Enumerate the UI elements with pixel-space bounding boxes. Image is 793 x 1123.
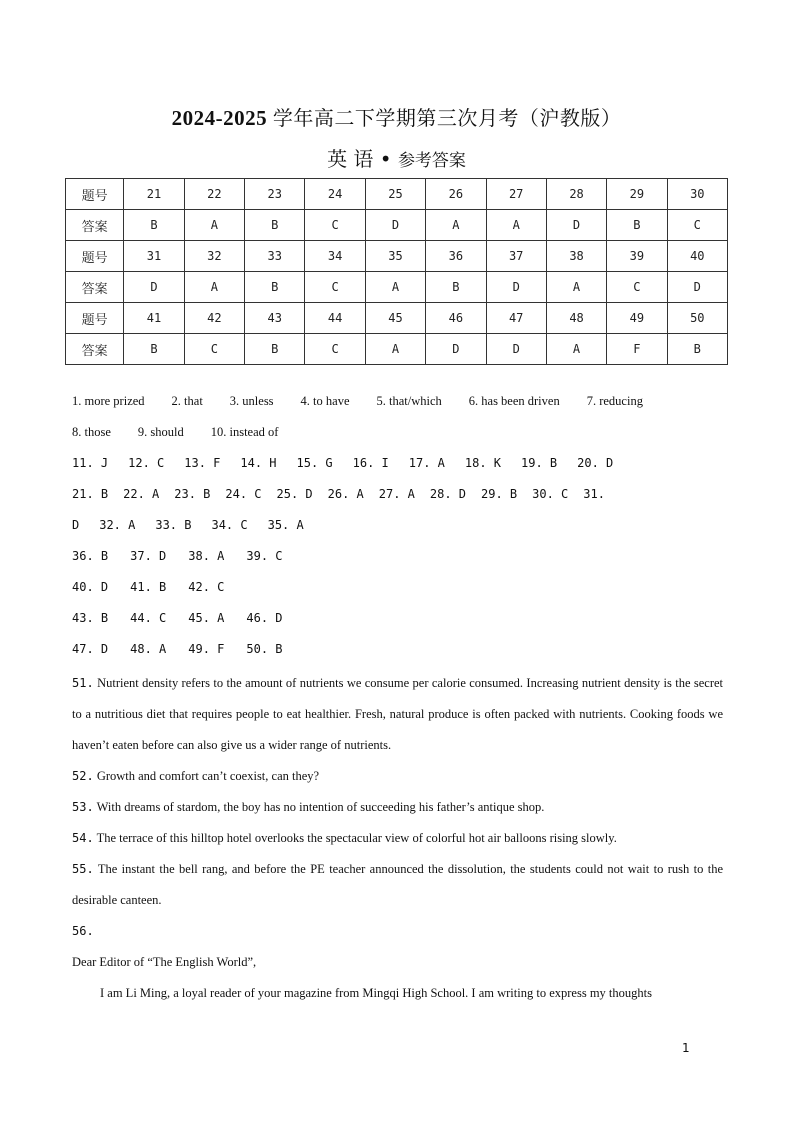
answer-item: 49. F — [188, 642, 225, 656]
table-row — [66, 179, 728, 210]
question-number: 51. — [72, 676, 94, 690]
answer-table — [65, 178, 728, 365]
question-number: 53. — [72, 800, 94, 814]
subject-label: 英 语 — [327, 147, 374, 171]
answer-item: 19. B — [521, 456, 558, 470]
table-cell: A — [546, 272, 606, 303]
answer-item: 13. F — [184, 456, 221, 470]
answer-item: 8. those — [72, 425, 111, 439]
answers-line-2 — [72, 487, 620, 501]
letter-body-text: I am Li Ming, a loyal reader of your magazine from Mingqi High School. I am writing to express my thoughts — [100, 986, 652, 1000]
answer-item: 42. C — [188, 580, 225, 594]
table-cell: 25 — [365, 179, 425, 210]
table-cell: A — [365, 272, 425, 303]
row-label: 题号 — [66, 179, 124, 210]
table-cell: 40 — [667, 241, 727, 272]
title-year: 2024-2025 — [171, 106, 268, 130]
table-row — [66, 210, 728, 241]
answer-item: 35. A — [267, 518, 304, 532]
answer-text: Growth and comfort can’t coexist, can they? — [96, 769, 320, 783]
table-cell: C — [607, 272, 667, 303]
table-cell: 36 — [426, 241, 486, 272]
answers-line-7 — [72, 642, 305, 656]
table-cell: 29 — [607, 179, 667, 210]
table-cell: B — [245, 210, 305, 241]
table-row — [66, 241, 728, 272]
answer-item: 50. B — [246, 642, 283, 656]
answer-item: 46. D — [246, 611, 283, 625]
answers-line-1 — [72, 456, 633, 470]
answer-item: 41. B — [130, 580, 167, 594]
answer-item: 47. D — [72, 642, 109, 656]
row-label: 答案 — [66, 272, 124, 303]
table-cell: B — [607, 210, 667, 241]
table-cell: B — [245, 334, 305, 365]
table-cell: B — [124, 210, 184, 241]
answer-item: 21. B — [72, 487, 109, 501]
table-cell: 30 — [667, 179, 727, 210]
table-cell: 46 — [426, 303, 486, 334]
table-cell: B — [124, 334, 184, 365]
table-cell: C — [667, 210, 727, 241]
table-cell: 34 — [305, 241, 365, 272]
answer-item: 38. A — [188, 549, 225, 563]
table-cell: 41 — [124, 303, 184, 334]
table-cell: 35 — [365, 241, 425, 272]
answer-text: Nutrient density refers to the amount of nutrients we consume per calorie consumed. Increasing nutrient density is the secret to a nutritious diet that requires people to eat healthier. Fresh, natural produce is often packed with nutrients. Cooking foods we haven’t eaten before can also give us a wider range of nutrients. — [72, 676, 724, 752]
table-cell: C — [305, 334, 365, 365]
table-cell: B — [667, 334, 727, 365]
answer-text: With dreams of stardom, the boy has no intention of succeeding his father’s antique shop. — [96, 800, 545, 814]
row-label: 题号 — [66, 303, 124, 334]
table-cell: D — [667, 272, 727, 303]
answer-item: 34. C — [211, 518, 248, 532]
table-row — [66, 303, 728, 334]
answer-item: 2. that — [171, 394, 203, 408]
answer-item: 23. B — [174, 487, 211, 501]
answer-item: 36. B — [72, 549, 109, 563]
table-cell: 28 — [546, 179, 606, 210]
title-chinese: 学年高二下学期第三次月考（沪教版） — [272, 106, 622, 130]
salutation-text: Dear Editor of “The English World”, — [72, 955, 257, 969]
table-cell: A — [184, 272, 244, 303]
table-cell: D — [546, 210, 606, 241]
answers-line-4 — [72, 549, 305, 563]
table-cell: 50 — [667, 303, 727, 334]
answer-item: 29. B — [481, 487, 518, 501]
answer-item: 40. D — [72, 580, 109, 594]
answer-item: 44. C — [130, 611, 167, 625]
table-cell: 45 — [365, 303, 425, 334]
fill-blanks-line-2 — [72, 425, 278, 440]
answer-item: 24. C — [225, 487, 262, 501]
table-cell: D — [486, 272, 546, 303]
table-cell: 31 — [124, 241, 184, 272]
answer-item: 37. D — [130, 549, 167, 563]
table-cell: A — [486, 210, 546, 241]
answer-item: 4. to have — [300, 394, 350, 408]
table-cell: F — [607, 334, 667, 365]
answer-item: 5. that/which — [376, 394, 442, 408]
answers-line-5 — [72, 580, 246, 594]
question-number: 56. — [72, 924, 94, 938]
table-cell: 37 — [486, 241, 546, 272]
table-cell: D — [486, 334, 546, 365]
answer-item: 33. B — [155, 518, 192, 532]
table-cell: 47 — [486, 303, 546, 334]
answer-item: 9. should — [137, 425, 184, 439]
table-cell: A — [546, 334, 606, 365]
table-cell: D — [365, 210, 425, 241]
table-cell: 42 — [184, 303, 244, 334]
table-cell: 32 — [184, 241, 244, 272]
table-cell: 48 — [546, 303, 606, 334]
table-row — [66, 272, 728, 303]
answer-item: 27. A — [378, 487, 415, 501]
answer-item: 15. G — [296, 456, 333, 470]
dot-separator: • — [379, 147, 392, 171]
table-cell: 27 — [486, 179, 546, 210]
table-cell: 49 — [607, 303, 667, 334]
answer-item: 18. K — [464, 456, 501, 470]
answer-item: 17. A — [408, 456, 445, 470]
table-cell: 21 — [124, 179, 184, 210]
question-56-number — [72, 916, 723, 947]
row-label: 题号 — [66, 241, 124, 272]
answer-item: 1. more prized — [72, 394, 145, 408]
answer-item: 30. C — [532, 487, 569, 501]
answer-item: 3. unless — [229, 394, 274, 408]
table-cell: D — [426, 334, 486, 365]
table-cell: C — [305, 210, 365, 241]
table-cell: C — [305, 272, 365, 303]
table-cell: 33 — [245, 241, 305, 272]
answer-item: 28. D — [429, 487, 466, 501]
answers-line-6 — [72, 611, 305, 625]
answer-item: 20. D — [577, 456, 614, 470]
answer-item: 6. has been driven — [468, 394, 560, 408]
table-cell: B — [426, 272, 486, 303]
answer-key-label: 参考答案 — [397, 151, 466, 171]
table-cell: 43 — [245, 303, 305, 334]
answer-item: D — [72, 518, 80, 532]
table-cell: 26 — [426, 179, 486, 210]
question-52-answer — [72, 761, 723, 792]
question-number: 54. — [72, 831, 94, 845]
letter-salutation — [72, 947, 723, 978]
fill-blanks-line-1 — [72, 394, 643, 409]
answer-item: 45. A — [188, 611, 225, 625]
letter-body — [72, 978, 723, 1009]
answer-item: 26. A — [327, 487, 364, 501]
answer-item: 25. D — [276, 487, 313, 501]
answer-item: 14. H — [240, 456, 277, 470]
document-subtitle — [0, 143, 793, 172]
answer-item: 12. C — [128, 456, 165, 470]
table-cell: C — [184, 334, 244, 365]
table-cell: 44 — [305, 303, 365, 334]
table-cell: 24 — [305, 179, 365, 210]
table-cell: 23 — [245, 179, 305, 210]
table-cell: A — [426, 210, 486, 241]
row-label: 答案 — [66, 210, 124, 241]
table-cell: A — [184, 210, 244, 241]
answer-item: 22. A — [123, 487, 160, 501]
row-label: 答案 — [66, 334, 124, 365]
answer-item: 16. I — [352, 456, 389, 470]
table-cell: D — [124, 272, 184, 303]
answers-line-3 — [72, 518, 324, 532]
page-number: 1 — [682, 1041, 690, 1055]
answer-item: 31. — [583, 487, 605, 501]
answer-text: The terrace of this hilltop hotel overlooks the spectacular view of colorful hot air balloons rising slowly. — [96, 831, 617, 845]
table-cell: B — [245, 272, 305, 303]
question-number: 52. — [72, 769, 94, 783]
answer-item: 39. C — [246, 549, 283, 563]
table-cell: 22 — [184, 179, 244, 210]
question-53-answer — [72, 792, 723, 823]
question-number: 55. — [72, 862, 94, 876]
question-55-answer — [72, 854, 723, 916]
table-cell: 38 — [546, 241, 606, 272]
table-cell: A — [365, 334, 425, 365]
answer-item: 43. B — [72, 611, 109, 625]
answer-item: 11. J — [72, 456, 109, 470]
answer-item: 48. A — [130, 642, 167, 656]
answer-item: 32. A — [99, 518, 136, 532]
answer-item: 10. instead of — [210, 425, 279, 439]
document-title — [0, 102, 793, 131]
answer-item: 7. reducing — [586, 394, 643, 408]
question-54-answer — [72, 823, 723, 854]
answer-text: The instant the bell rang, and before the PE teacher announced the dissolution, the students could not wait to rush to the desirable canteen. — [72, 862, 723, 907]
table-cell: 39 — [607, 241, 667, 272]
question-51-answer — [72, 668, 723, 761]
table-row — [66, 334, 728, 365]
